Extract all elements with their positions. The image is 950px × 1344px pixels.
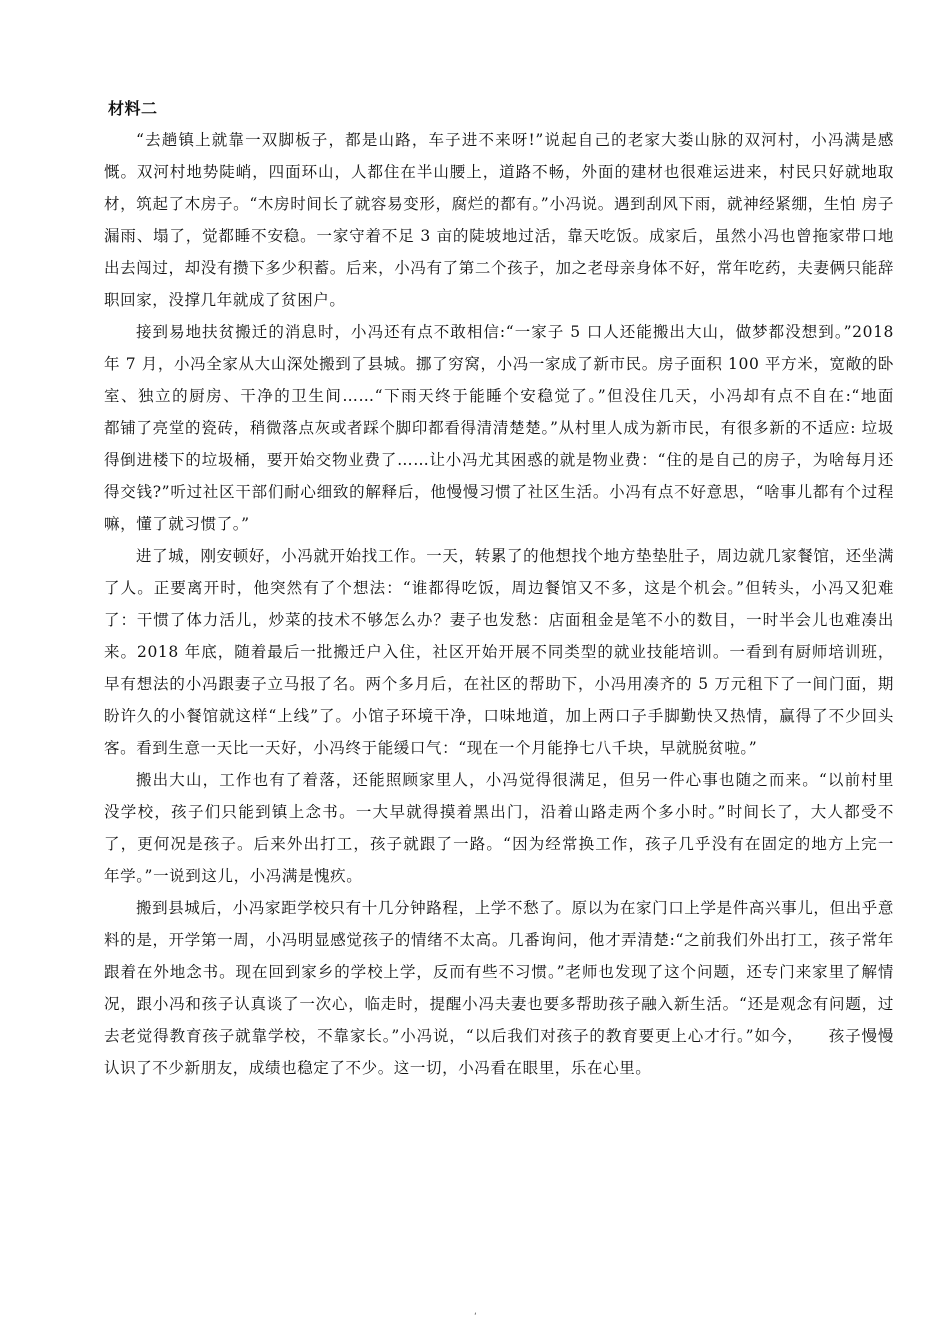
section-heading: 材料二 — [108, 99, 158, 118]
paragraph-3: 进了城，刚安顿好，小冯就开始找工作。一天，转累了的他想找个地方垫垫肚子，周边就几家餐馆，还坐满了人。正要离开时，他突然有了个想法：“谁都得吃饭，周边餐馆又不多，这是个机会。”但转头，小冯又犯难了：干惯了体力活儿，炒菜的技术不够怎么办？妻子也发愁：店面租金是笔不小的数目，一时半会儿也难凑出来。2018 年底，随着最后一批搬迁户入住，社区开始开展不同类型的就业技能培训。一看到有厨师培训班， 早有想法的小冯跟妻子立马报了名。两个多月后，在社区的帮助下，小冯用凑齐的 5 万元租下了一间门面，期盼许久的小餐馆就这样“上线”了。小馆子环境干净，口味地道，加上两口子手脚勤快又热情，赢得了不少回头客。看到生意一天比一天好，小冯终于能缓口气：“现在一个月能挣七八千块，早就脱贫啦。” — [104, 547, 894, 757]
document-body — [104, 98, 927, 1084]
paragraph-4: 搬出大山，工作也有了着落，还能照顾家里人，小冯觉得很满足，但另一件心事也随之而来。“以前村里 没学校，孩子们只能到镇上念书。一大早就得摸着黑出门，沿着山路走两个多小时。”时间长了，大人都受不 了，更何况是孩子。后来外出打工，孩子就跟了一路。“因为经常换工作，孩子几乎没有在固定的地方上完一 年学。”一说到这儿，小冯满是愧疚。 — [104, 771, 927, 885]
paragraph-2: 接到易地扶贫搬迁的消息时，小冯还有点不敢相信:“一家子 5 口人还能搬出大山，做梦都没想到。”2018 年 7 月，小冯全家从大山深处搬到了县城。挪了穷窝，小冯一家成了新市民。房子面积 100 平方米，宽敞的卧室、独立的厨房、干净的卫生间……“下雨天终于能睡个安稳觉了。”但没住几天，小冯却有点不自在:“地面 都铺了亮堂的瓷砖，稍微落点灰或者踩个脚印都看得清清楚楚。”从村里人成为新市民，有很多新的不适应: 垃圾得倒进楼下的垃圾桶，要开始交物业费了……让小冯尤其困惑的就是物业费：“住的是自己的房子，为啥每月还得交钱?”听过社区干部们耐心细致的解释后，他慢慢习惯了社区生活。小冯有点不好意思，“啥事儿都有个过程嘛，懂了就习惯了。” — [104, 323, 927, 533]
paragraph-5: 搬到县城后，小冯家距学校只有十几分钟路程，上学不愁了。原以为在家门口上学是件高兴事儿，但出乎意料的是，开学第一周，小冯明显感觉孩子的情绪不太高。几番询问，他才弄清楚:“之前我们外出打工，孩子常年跟着在外地念书。现在回到家乡的学校上学，反而有些不习惯。”老师也发现了这个问题，还专门来家里了解情况，跟小冯和孩子认真谈了一次心，临走时，提醒小冯夫妻也要多帮助孩子融入新生活。“还是观念有问题，过去老觉得教育孩子就靠学校，不靠家长。”小冯说，“以后我们对孩子的教育要更上心才行。”如今， 孩子慢慢认识了不少新朋友，成绩也稳定了不少。这一切，小冯看在眼里，乐在心里。 — [104, 899, 894, 1077]
paragraph-1: “去趟镇上就靠一双脚板子，都是山路，车子进不来呀!”说起自己的老家大娄山脉的双河村，小冯满是感 慨。双河村地势陡峭，四面环山，人都住在半山腰上，道路不畅，外面的建材也很难运进来，村民只好就地取材，筑起了木房子。“木房时间长了就容易变形，腐烂的都有。”小冯说。遇到刮风下雨，就神经紧绷，生怕 房子漏雨、塌了，觉都睡不安稳。一家守着不足 3 亩的陡坡地过活，靠天吃饭。成家后，虽然小冯也曾拖家带口地出去闯过，却没有攒下多少积蓄。后来，小冯有了第二个孩子，加之老母亲身体不好，常年吃药，夫妻俩只能辞职回家，没撑几年就成了贫困户。 — [104, 131, 911, 309]
page-footer-mark: ‘ — [474, 1312, 477, 1322]
